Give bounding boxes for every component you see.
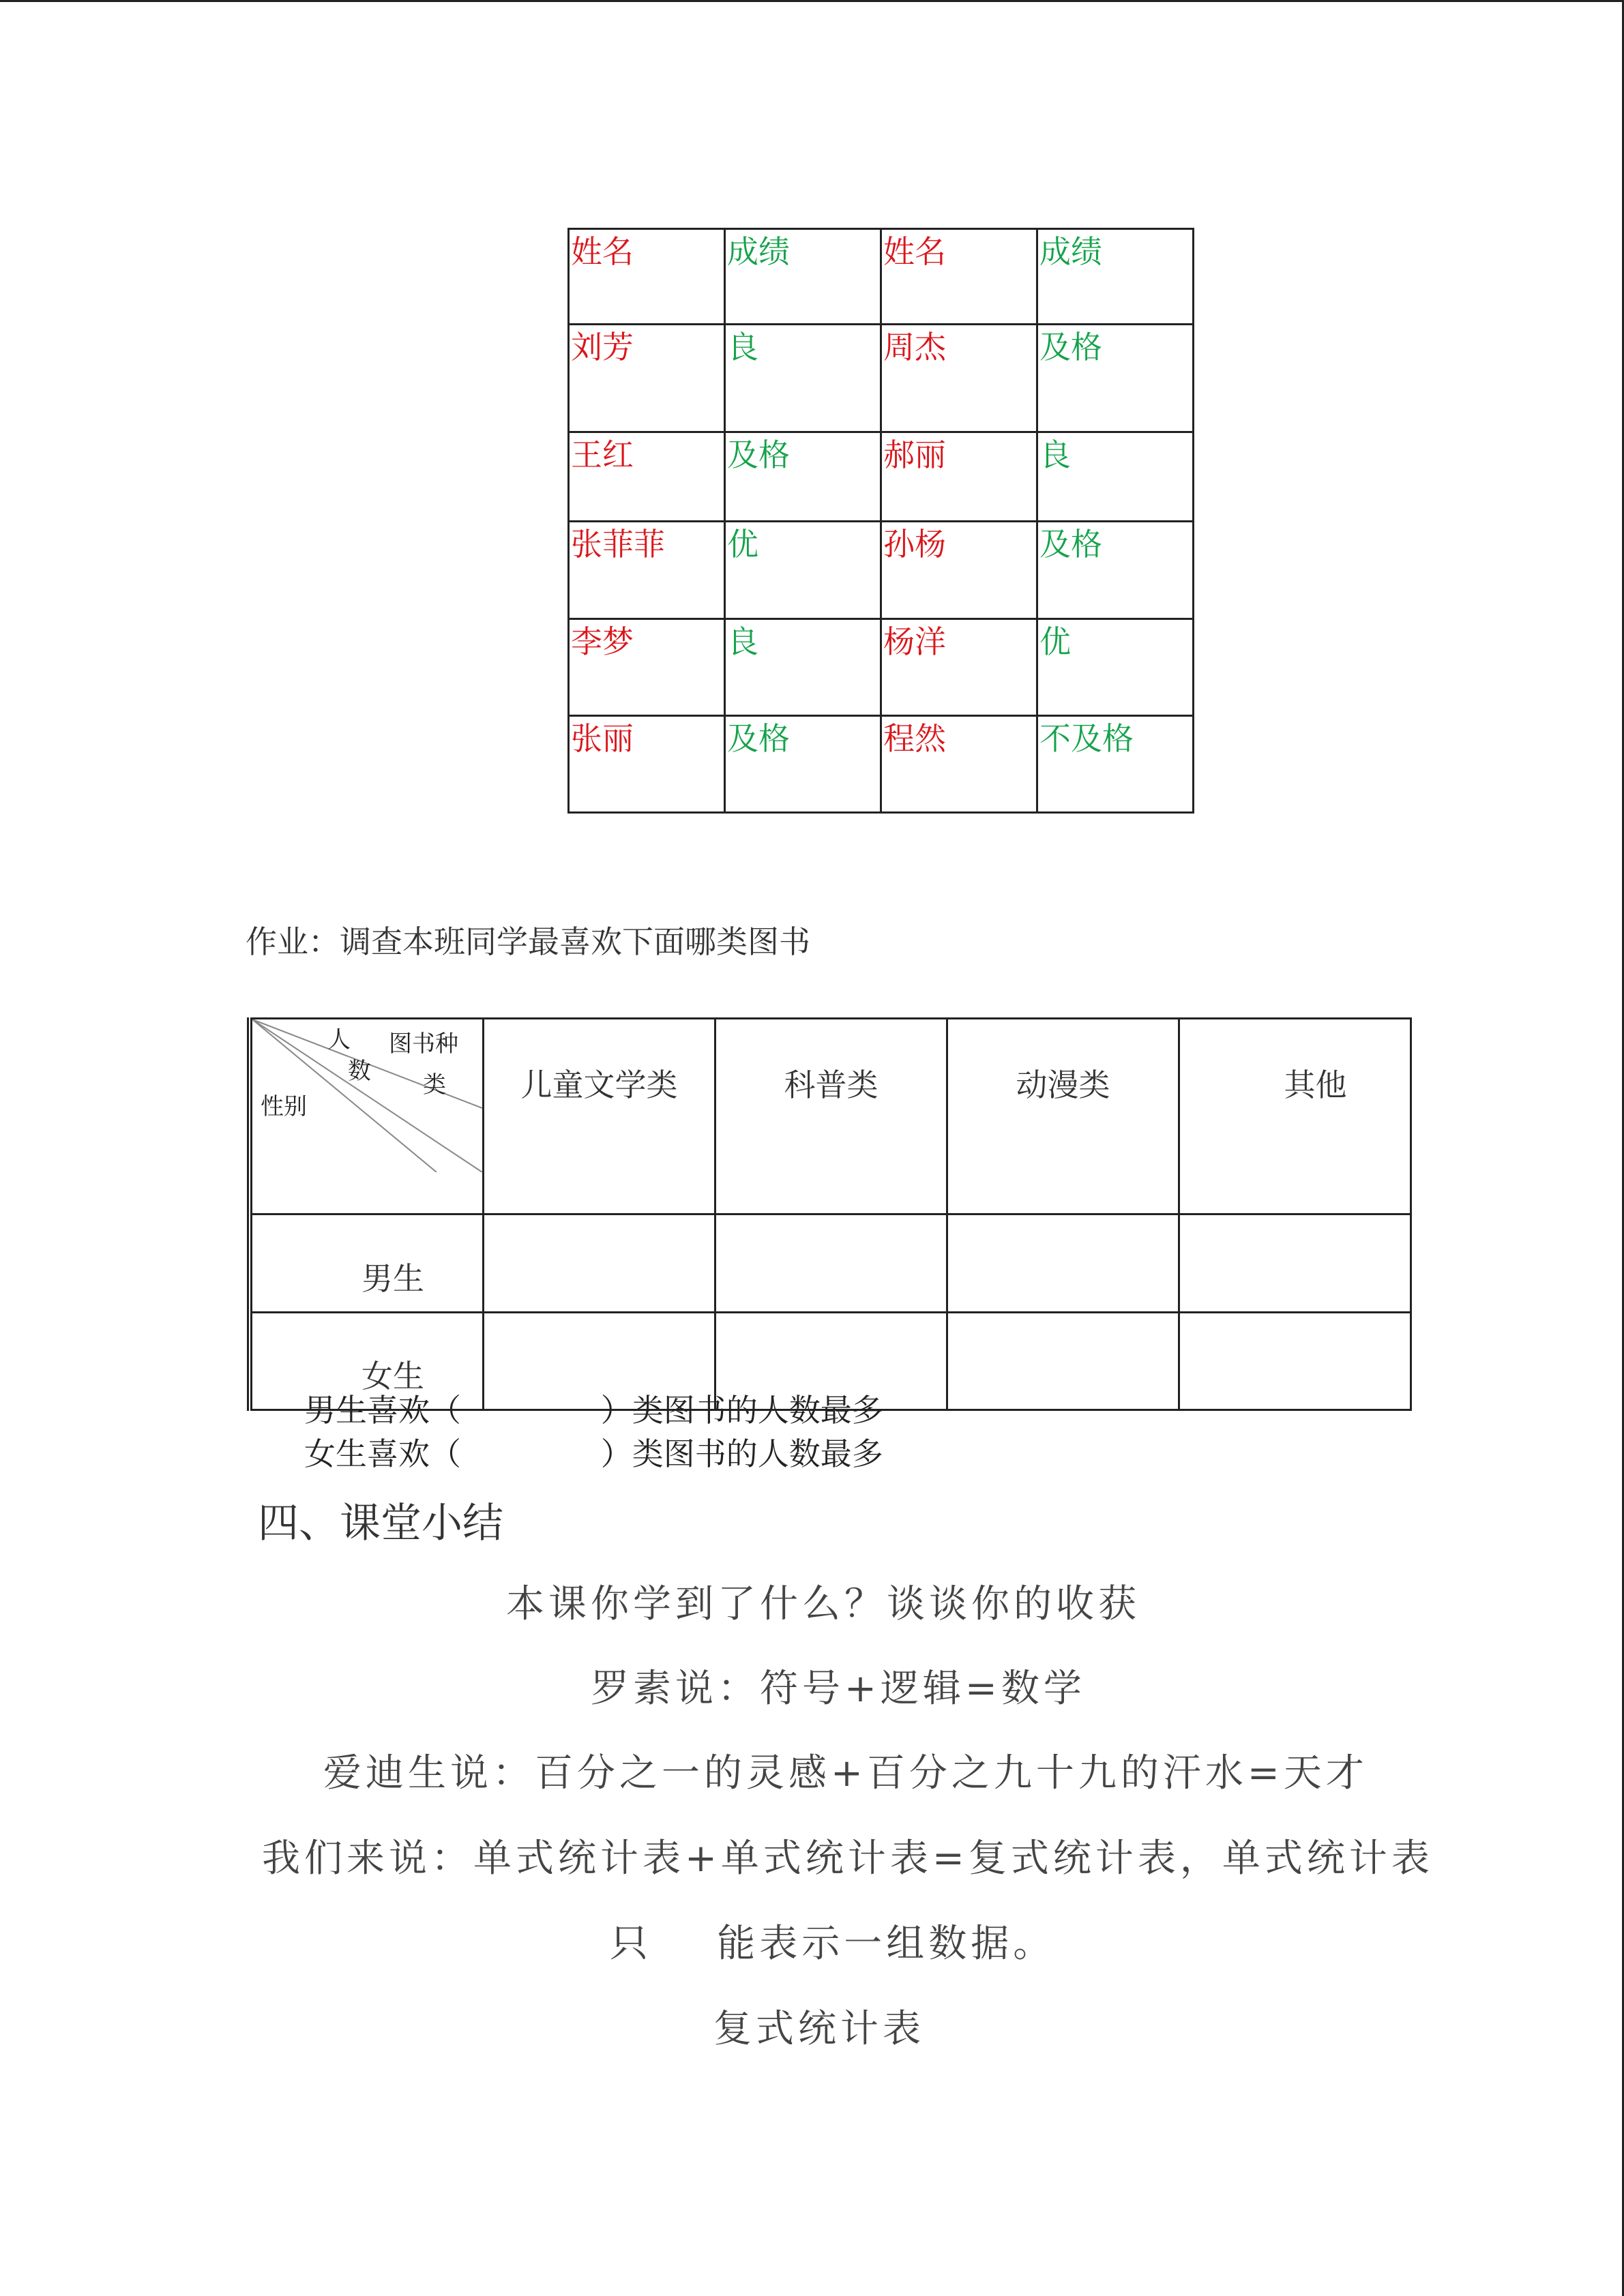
table-cell: 程然 <box>881 716 1037 813</box>
row-label <box>250 1214 484 1313</box>
table-row <box>569 522 1194 619</box>
table-row <box>569 619 1194 716</box>
table-cell: 成绩 <box>725 229 881 325</box>
table-cell: 及格 <box>725 432 881 522</box>
summary-line: 本课你学到了什么？谈谈你的收获 <box>506 1582 1140 1626</box>
fill-in-girls: 女生喜欢（ ）类图书的人数最多 <box>304 1435 883 1472</box>
book-survey-table <box>247 1017 1412 1411</box>
table-cell: 周杰 <box>881 325 1037 432</box>
table-cell: 杨洋 <box>881 619 1037 716</box>
column-header-label: 儿童文学类 <box>520 1067 678 1103</box>
table-cell: 不及格 <box>1037 716 1194 813</box>
table-cell: 姓名 <box>569 229 725 325</box>
table-cell[interactable] <box>484 1214 715 1313</box>
table-cell: 姓名 <box>881 229 1037 325</box>
corner-label-gender: 性别 <box>261 1093 307 1120</box>
row-label-text: 男生 <box>361 1260 424 1297</box>
corner-label-count-1: 人 <box>327 1026 351 1054</box>
table-cell[interactable] <box>715 1214 947 1313</box>
summary-line: 复式统计表 <box>713 2007 925 2051</box>
table-cell: 郝丽 <box>881 432 1037 522</box>
summary-line: 我们来说：单式统计表+单式统计表=复式统计表，单式统计表 <box>262 1836 1434 1881</box>
table-cell: 张丽 <box>569 716 725 813</box>
table-cell: 优 <box>725 522 881 619</box>
table-cell: 良 <box>725 619 881 716</box>
column-header <box>715 1019 947 1214</box>
table-row <box>569 229 1194 325</box>
row-label-text: 女生 <box>361 1358 424 1395</box>
column-header-label: 动漫类 <box>1016 1067 1110 1103</box>
table-cell: 刘芳 <box>569 325 725 432</box>
table-cell: 及格 <box>1037 522 1194 619</box>
column-header <box>947 1019 1179 1214</box>
corner-label-count-2: 数 <box>348 1058 371 1085</box>
homework-instruction: 作业：调查本班同学最喜欢下面哪类图书 <box>246 923 810 960</box>
table-header-row <box>250 1019 1411 1214</box>
summary-line: 爱迪生说：百分之一的灵感+百分之九十九的汗水=天才 <box>323 1751 1368 1795</box>
column-header <box>1179 1019 1411 1214</box>
diagonal-header-cell <box>250 1019 484 1214</box>
table-row <box>250 1214 1411 1313</box>
summary-line: 只 能表示一组数据。 <box>610 1922 1056 1966</box>
table-row <box>569 325 1194 432</box>
column-header <box>484 1019 715 1214</box>
column-header-label: 其他 <box>1284 1067 1347 1103</box>
table-cell: 张菲菲 <box>569 522 725 619</box>
table-cell[interactable] <box>1179 1313 1411 1410</box>
table-cell[interactable] <box>947 1214 1179 1313</box>
table-cell: 优 <box>1037 619 1194 716</box>
table-cell: 孙杨 <box>881 522 1037 619</box>
table-cell: 成绩 <box>1037 229 1194 325</box>
summary-heading: 四、课堂小结 <box>258 1500 503 1547</box>
grades-table <box>567 228 1194 814</box>
table-cell: 良 <box>1037 432 1194 522</box>
table-cell[interactable] <box>1179 1214 1411 1313</box>
table-row <box>569 432 1194 522</box>
corner-label-book-type-2: 类 <box>423 1071 446 1099</box>
table-cell: 王红 <box>569 432 725 522</box>
table-row <box>569 716 1194 813</box>
table-cell: 良 <box>725 325 881 432</box>
fill-in-boys: 男生喜欢（ ）类图书的人数最多 <box>304 1392 883 1429</box>
table-cell: 及格 <box>1037 325 1194 432</box>
table-cell[interactable] <box>947 1313 1179 1410</box>
table-cell: 及格 <box>725 716 881 813</box>
summary-line: 罗素说：符号+逻辑=数学 <box>591 1667 1086 1711</box>
table-cell: 李梦 <box>569 619 725 716</box>
corner-label-book-type: 图书种 <box>389 1030 458 1058</box>
column-header-label: 科普类 <box>784 1067 879 1103</box>
top-border-line <box>0 0 1624 2</box>
